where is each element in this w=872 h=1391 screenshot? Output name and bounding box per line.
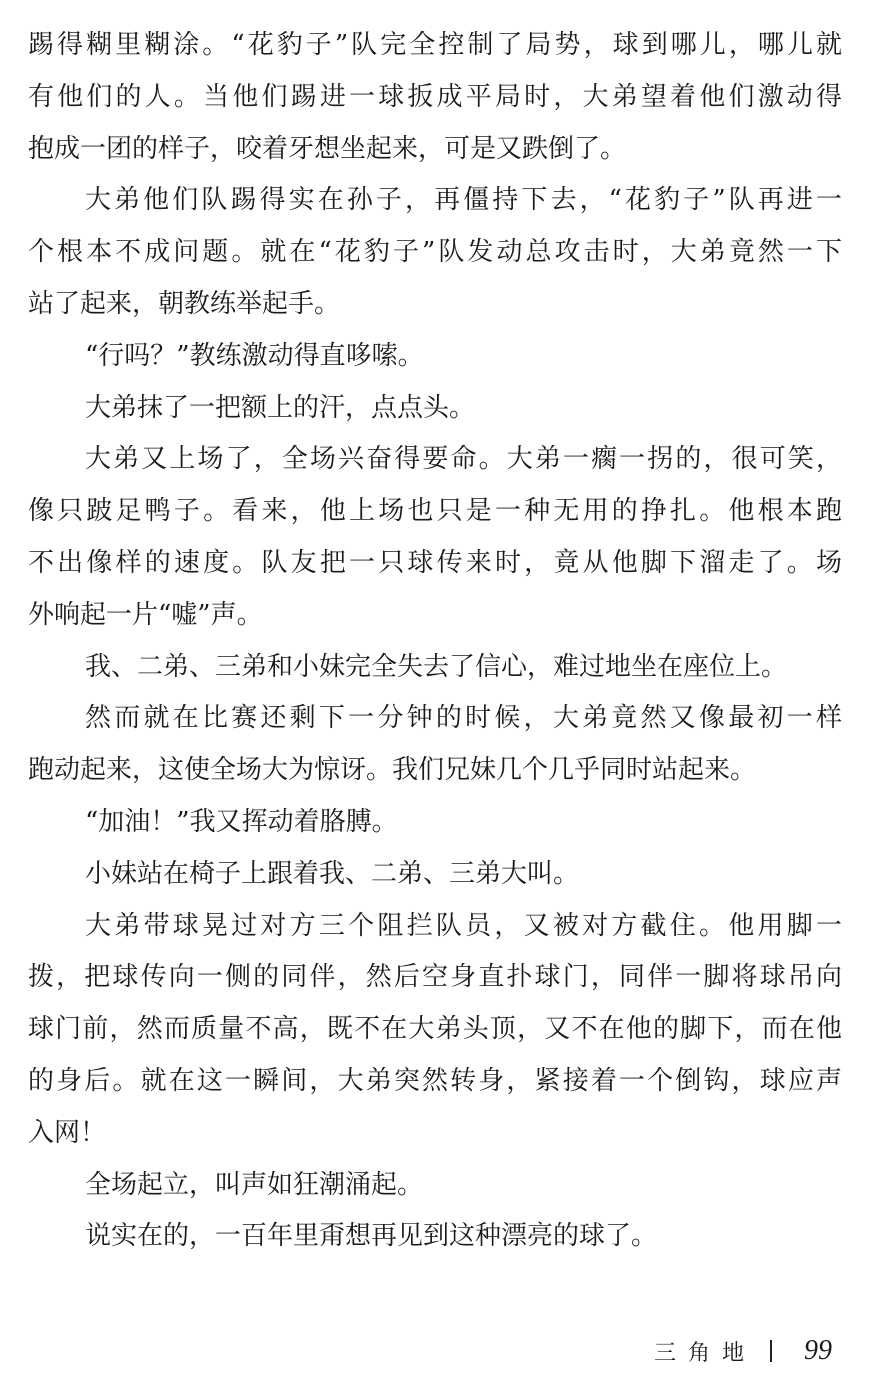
text-line: 有他们的人。当他们踢进一球扳成平局时，大弟望着他们激动得: [28, 81, 842, 112]
paragraph: [28, 175, 842, 330]
text-line: 大弟抹了一把额上的汗，点点头。: [85, 392, 476, 423]
text-line: 大弟带球晃过对方三个阻拦队员，又被对方截住。他用脚一: [85, 910, 842, 941]
text-line: 的身后。就在这一瞬间，大弟突然转身，紧接着一个倒钩，球应声: [28, 1065, 842, 1096]
paragraph: [28, 797, 842, 849]
footer-divider: [770, 1340, 772, 1362]
text-line: “加油！”我又挥动着胳膊。: [85, 806, 398, 837]
text-line: 站了起来，朝教练举起手。: [28, 288, 341, 319]
text-line: 入网！: [28, 1117, 107, 1148]
paragraph: [28, 383, 842, 435]
text-line: 像只跛足鸭子。看来，他上场也只是一种无用的挣扎。他根本跑: [28, 496, 842, 527]
paragraph: [28, 642, 842, 694]
text-line: 我、二弟、三弟和小妹完全失去了信心，难过地坐在座位上。: [85, 651, 788, 682]
text-line: 抱成一团的样子，咬着牙想坐起来，可是又跌倒了。: [28, 133, 627, 164]
paragraph: [28, 901, 842, 1160]
text-line: 全场起立，叫声如狂潮涌起。: [85, 1169, 424, 1200]
body-text: [28, 20, 842, 1263]
running-title: 三角地: [653, 1340, 756, 1366]
text-line: 拨，把球传向一侧的同伴，然后空身直扑球门，同伴一脚将球吊向: [28, 962, 842, 993]
paragraph: [28, 1160, 842, 1212]
text-line: 踢得糊里糊涂。“花豹子”队完全控制了局势，球到哪儿，哪儿就: [28, 30, 842, 60]
text-line: 跑动起来，这使全场大为惊讶。我们兄妹几个几乎同时站起来。: [28, 755, 757, 786]
text-line: “行吗？”教练激动得直哆嗦。: [85, 340, 424, 371]
text-line: 大弟又上场了，全场兴奋得要命。大弟一瘸一拐的，很可笑，: [85, 444, 842, 475]
text-line: 说实在的，一百年里甭想再见到这种漂亮的球了。: [85, 1221, 658, 1252]
paragraph: [28, 331, 842, 383]
paragraph: [28, 1211, 842, 1263]
text-line: 不出像样的速度。队友把一只球传来时，竟从他脚下溜走了。场: [28, 547, 842, 578]
page-footer: [654, 1335, 832, 1367]
text-line: 大弟他们队踢得实在孙子，再僵持下去，“花豹子”队再进一: [85, 185, 842, 216]
paragraph: [28, 693, 842, 797]
text-line: 小妹站在椅子上跟着我、二弟、三弟大叫。: [85, 858, 580, 889]
page-number: 99: [804, 1335, 832, 1366]
text-line: 个根本不成问题。就在“花豹子”队发动总攻击时，大弟竟然一下: [28, 237, 842, 268]
paragraph: [28, 434, 842, 641]
paragraph: [28, 849, 842, 901]
text-line: 然而就在比赛还剩下一分钟的时候，大弟竟然又像最初一样: [85, 703, 842, 734]
text-line: 球门前，然而质量不高，既不在大弟头顶，又不在他的脚下，而在他: [28, 1014, 842, 1045]
paragraph: [28, 20, 842, 175]
text-line: 外响起一片“嘘”声。: [28, 599, 263, 630]
